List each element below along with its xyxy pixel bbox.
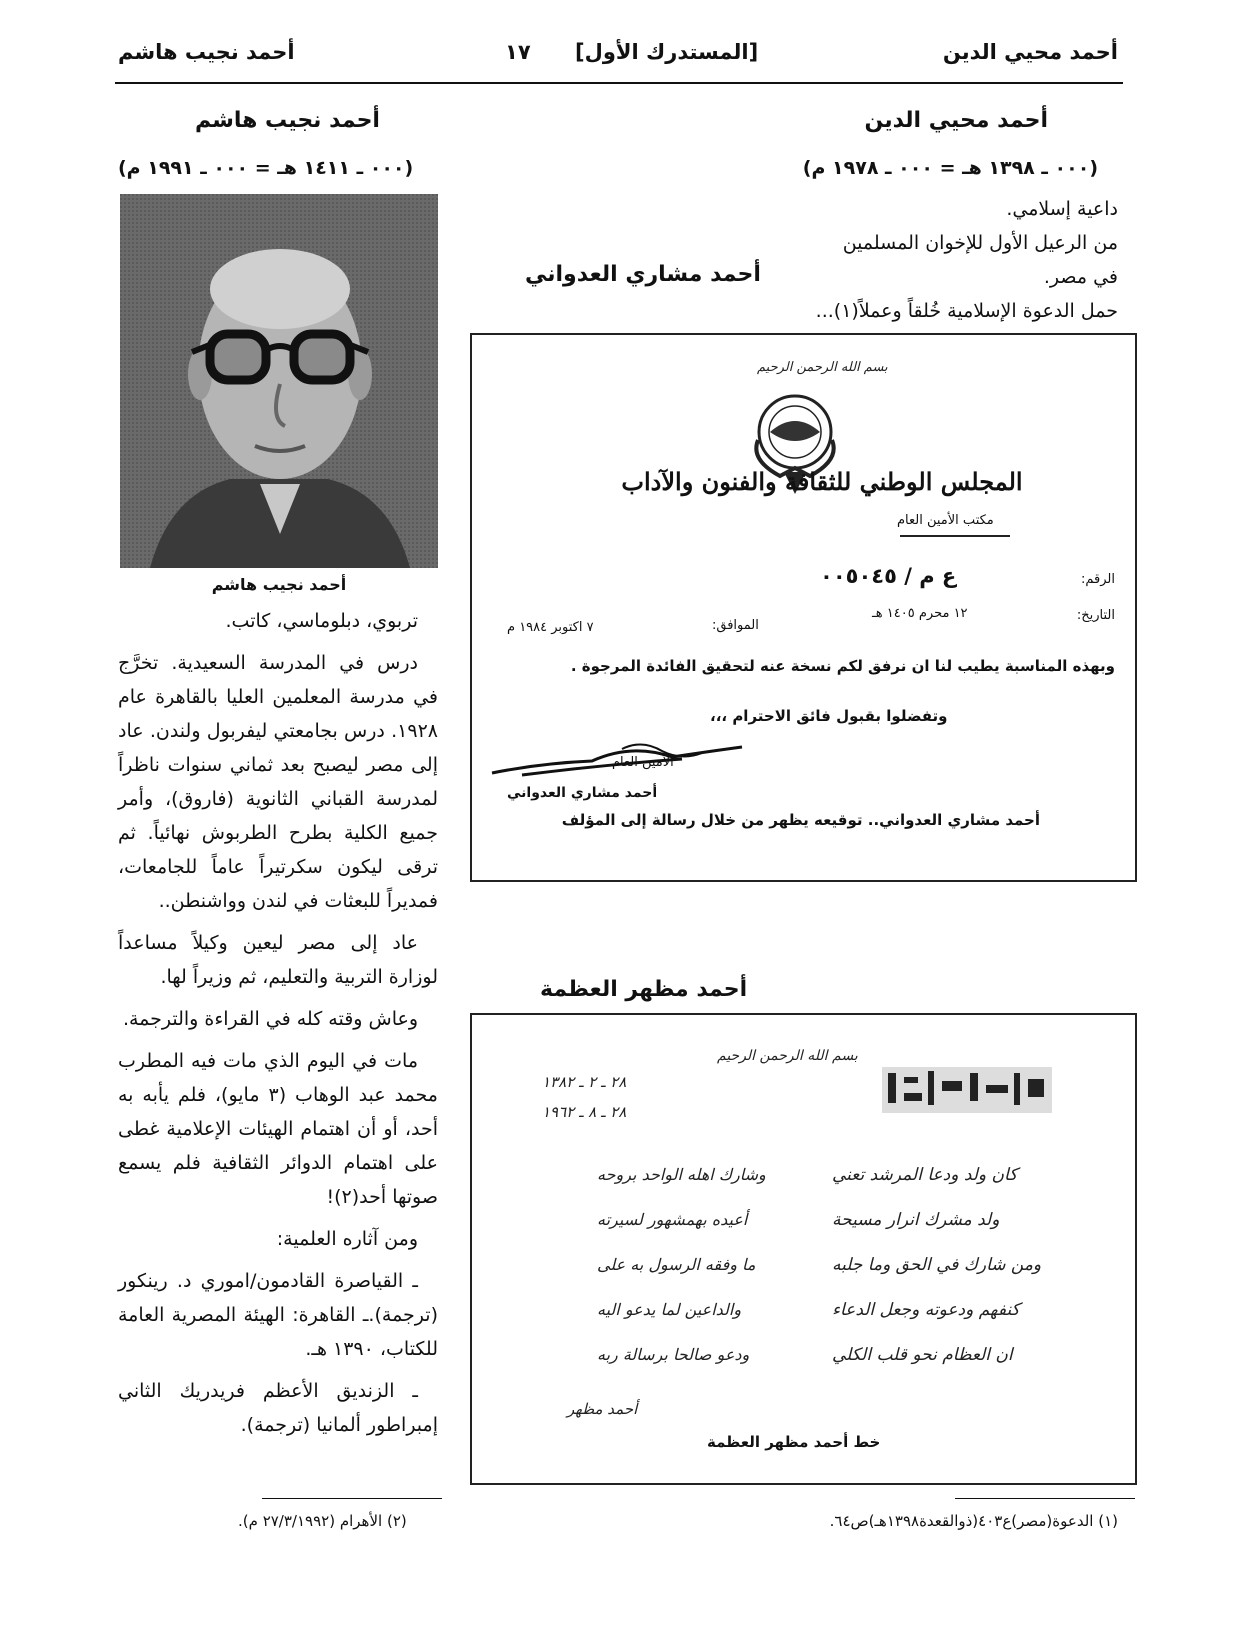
entry-dates-hashim: (٠٠٠ ـ ١٤١١ هـ = ٠٠٠ ـ ١٩٩١ م) xyxy=(118,157,414,179)
letter-date-hijri: ١٢ محرم ١٤٠٥ هـ xyxy=(872,606,968,621)
footnote-1: (١) الدعوة(مصر)ع٤٠٣(ذوالقعدة١٣٩٨هـ)ص٦٤. xyxy=(829,1512,1118,1530)
letter-ref-label: الرقم: xyxy=(1081,572,1115,587)
occupation-line: تربوي، دبلوماسي، كاتب. xyxy=(225,610,418,632)
text-line: حمل الدعوة الإسلامية خُلقاً وعملاً(١)... xyxy=(815,300,1118,322)
letter-date-label: التاريخ: xyxy=(1076,608,1115,623)
text-line: من الرعيل الأول للإخوان المسلمين xyxy=(842,232,1118,254)
manuscript-left-line: ما وفقه الرسول به على xyxy=(597,1255,756,1274)
manuscript-right-line: ومن شارك في الحق وما جلبه xyxy=(832,1255,1042,1275)
manuscript-basmala: بسم الله الرحمن الرحيم xyxy=(717,1048,858,1064)
manuscript-image-azma xyxy=(470,1013,1137,1485)
portrait-photo xyxy=(120,194,438,568)
header-right-name: أحمد محيي الدين xyxy=(942,40,1118,64)
manuscript-left-line: والداعين لما يدعو اليه xyxy=(597,1300,742,1319)
manuscript-left-line: ودعو صالحا برسالة ربه xyxy=(597,1345,750,1364)
text-line: في مصر. xyxy=(1043,266,1118,288)
work-item: ـ القياصرة القادمون/اموري د. رينكور (ترجمة).ـ القاهرة: الهيئة المصرية العامة للكتاب، ١٣٩٠ هـ. xyxy=(118,1270,438,1360)
manuscript-left-line: وشارك اهله الواحد بروحه xyxy=(597,1165,766,1184)
letter-date-greg: ٧ اكتوبر ١٩٨٤ م xyxy=(507,620,594,635)
photo-caption: أحمد نجيب هاشم xyxy=(211,575,347,594)
letter-closing: وتفضلوا بقبول فائق الاحترام ،،، xyxy=(710,707,948,725)
header-left-name: أحمد نجيب هاشم xyxy=(118,40,295,64)
work-item: ـ الزنديق الأعظم فريدريك الثاني إمبراطور ألمانيا (ترجمة). xyxy=(118,1380,438,1436)
entry-title-muhyiddin: أحمد محيي الدين xyxy=(864,108,1048,133)
paragraph: درس في المدرسة السعيدية. تخرَّج في مدرسة المعلمين العليا بالقاهرة عام ١٩٢٨. درس بجامعتي ليفربول ولندن. عاد إلى مصر ليصبح بعد ثماني سنوات ناظراً لمدرسة القباني الثانوية (فاروق)، وأمر جميع الكلية بطرح الطربوش نهائياً. ثم ترقى ليكون سكرتيراً عاماً للجامعات، فمديراً للبعثات في لندن وواشنطن.. xyxy=(118,652,438,912)
letter-office: مكتب الأمين العام xyxy=(897,513,994,528)
footnote-rule-left xyxy=(262,1498,442,1499)
entry-title-adwani: أحمد مشاري العدواني xyxy=(525,262,761,287)
manuscript-date-2: ٢٨ ـ ٨ ـ ١٩٦٢ xyxy=(542,1103,627,1121)
footnote-rule-right xyxy=(955,1498,1135,1499)
footnote-2: (٢) الأهرام (٢٧/٣/١٩٩٢ م). xyxy=(238,1512,407,1530)
letter-signer-name: أحمد مشاري العدواني xyxy=(507,785,658,801)
works-heading: ومن آثاره العلمية: xyxy=(276,1228,418,1250)
header-center-title: [المستدرك الأول] xyxy=(575,40,759,64)
letter-image-adwani xyxy=(470,333,1137,882)
manuscript-right-line: كان ولد ودعا المرشد تعني xyxy=(832,1165,1018,1185)
letter-institution: المجلس الوطني للثقافة والفنون والآداب xyxy=(621,467,1023,496)
entry-title-azma: أحمد مظهر العظمة xyxy=(540,977,748,1002)
manuscript-left-line: أعيده بهمشهور لسيرته xyxy=(597,1210,748,1229)
letter-ref-value: ع م / ٠٠٥٠٤٥ xyxy=(820,564,957,588)
entry-title-hashim: أحمد نجيب هاشم xyxy=(195,108,380,133)
manuscript-right-line: كنفهم ودعوته وجعل الدعاء xyxy=(832,1300,1020,1320)
text-line: داعية إسلامي. xyxy=(1006,198,1118,220)
letter-basmala: بسم الله الرحمن الرحيم xyxy=(757,360,888,375)
letter-caption: أحمد مشاري العدواني.. توقيعه يظهر من خلال رسالة إلى المؤلف xyxy=(561,811,1040,829)
manuscript-right-line: ان العظام نحو قلب الكلي xyxy=(832,1345,1013,1365)
manuscript-right-line: ولد مشرك انرار مسيحة xyxy=(832,1210,1000,1230)
letter-office-rule xyxy=(900,535,1010,537)
entry-dates-muhyiddin: (٠٠٠ ـ ١٣٩٨ هـ = ٠٠٠ ـ ١٩٧٨ م) xyxy=(802,157,1098,179)
header-rule xyxy=(115,82,1123,84)
paragraph: وعاش وقته كله في القراءة والترجمة. xyxy=(122,1008,418,1030)
manuscript-date-1: ٢٨ ـ ٢ ـ ١٣٨٢ xyxy=(542,1073,627,1091)
stamp-icon xyxy=(882,1067,1052,1113)
letter-signer-title: الأمين العام xyxy=(612,755,674,770)
paragraph: عاد إلى مصر ليعين وكيلاً مساعداً لوزارة التربية والتعليم، ثم وزيراً لها. xyxy=(118,932,438,988)
letter-date-greg-label: الموافق: xyxy=(712,618,759,633)
entry-body-hashim xyxy=(118,604,438,1450)
manuscript-caption: خط أحمد مظهر العظمة xyxy=(707,1433,881,1451)
paragraph: مات في اليوم الذي مات فيه المطرب محمد عبد الوهاب (٣ مايو)، فلم يأبه به أحد، أو أن اهتمام الهيئات الإعلامية غطى على اهتمام الدوائر الثقافية فلم يسمع صوتها أحد(٢)! xyxy=(118,1050,438,1208)
entry-body-muhyiddin xyxy=(718,192,1118,328)
letter-body: وبهذه المناسبة يطيب لنا ان نرفق لكم نسخة عنه لتحقيق الفائدة المرجوة . xyxy=(570,657,1115,675)
page-number: ١٧ xyxy=(505,40,531,64)
manuscript-signature: أحمد مظهر xyxy=(567,1400,638,1418)
